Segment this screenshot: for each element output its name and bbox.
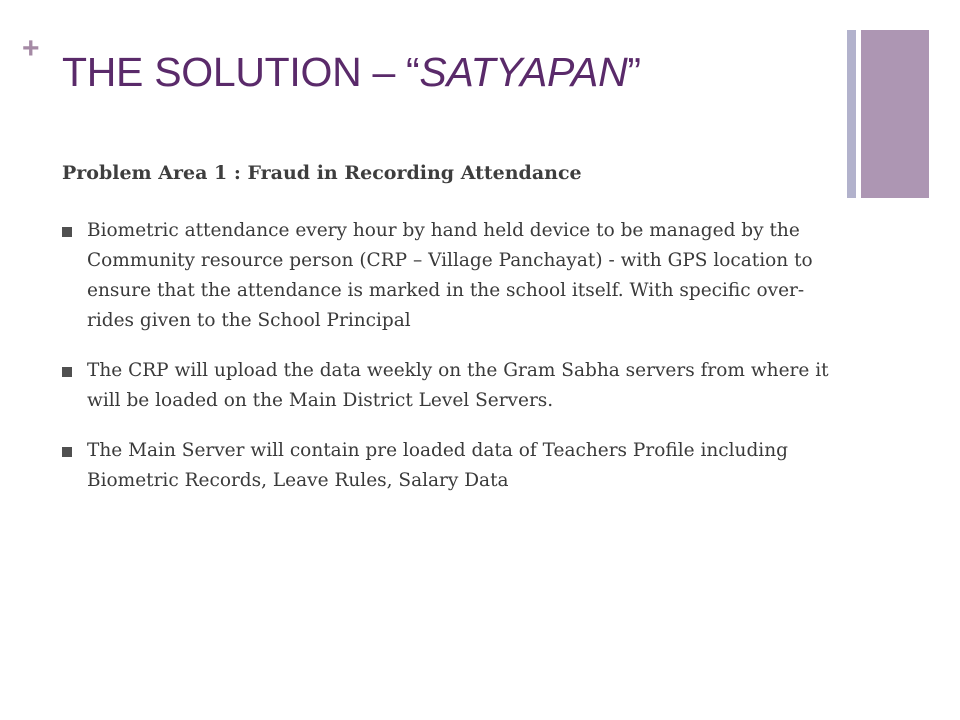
title-suffix: ” xyxy=(627,49,641,95)
problem-area-heading: Problem Area 1 : Fraud in Recording Attendance xyxy=(62,162,582,184)
slide-title xyxy=(62,44,641,100)
decorative-bar-thick xyxy=(861,30,929,198)
title-emphasis: SATYAPAN xyxy=(419,49,628,95)
bullet-text: Biometric attendance every hour by hand held device to be managed by the Community resource person (CRP – Village Panchayat) - with GPS location to ensure that the attendance is marked in the school itself. With specific over-rides given to the School Principal xyxy=(87,220,813,331)
slide-plus-mark: + xyxy=(22,32,40,65)
bullet-item xyxy=(62,216,842,336)
bullet-square-icon xyxy=(62,447,72,457)
bullet-square-icon xyxy=(62,227,72,237)
title-prefix: THE SOLUTION – “ xyxy=(62,49,420,95)
bullet-item xyxy=(62,436,842,496)
bullet-item xyxy=(62,356,842,416)
bullet-list xyxy=(62,216,842,516)
bullet-square-icon xyxy=(62,367,72,377)
decorative-bar-thin xyxy=(847,30,856,198)
bullet-text: The Main Server will contain pre loaded data of Teachers Profile including Biometric Records, Leave Rules, Salary Data xyxy=(87,440,788,491)
bullet-text: The CRP will upload the data weekly on the Gram Sabha servers from where it will be loaded on the Main District Level Servers. xyxy=(87,360,829,411)
